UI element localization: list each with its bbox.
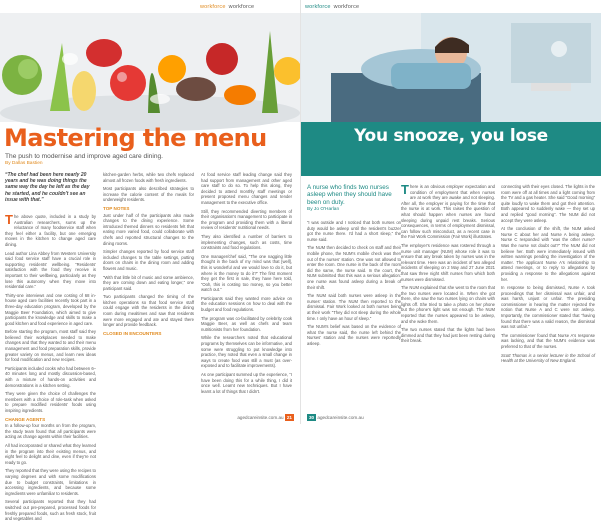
- paragraph: The employer's residence was rostered through a nurse unit manager (NUM) whose role it was to ensure that any break taken by nurses was in the relevant time. Here was an incident of two alleged incidents of sleeping on 2 May and 27 June 2021 that saw three night shift nurses from which both nurses were dismissed.: [401, 242, 495, 282]
- paragraph: The commissioner found that Nurse A's response was lacking, and that the NUM's evidence was preferred to that of the nurses.: [501, 332, 595, 350]
- paragraph: Lead author Lina Abbey from Western University said food service staff have a crucial role in supporting residents' wellbeing. “Residents' satisfaction with the food they receive is important to their wellbeing, particularly as they lose this autonomy when they move into residential care.”: [5, 250, 96, 290]
- paragraph: At the conclusion of the shift, the NUM asked Nurse C about her and Nurse A being asleep. Nurse C responded with “was the other nurse? Was the nurse not doubt out?” The NUM did not believe her. Both were immediately issued with written warnings pending the investigation of the matter. The applicant Nurse A's relationship to attend meetings, or to reply to allegations by providing a response to the allegations against her.: [501, 226, 595, 282]
- title-banner: [301, 122, 601, 176]
- paragraph: The above quote, included in a study by Australian researchers, sums up the reluctance of many foodservice staff when they feel either a facility, but one emerging moves in the kitchen to change aged care dining.: [5, 212, 96, 247]
- dropcap: T: [5, 212, 13, 227]
- page-number: 30: [309, 415, 315, 420]
- byline: By Jo O'Harlan: [307, 207, 340, 212]
- food-illustration: [0, 13, 300, 122]
- running-header: [305, 4, 359, 10]
- byline: By Dallas Bastien: [5, 161, 43, 166]
- intro-quote: “The chef had been here nearly 20 years and he was doing things the same way the day he left as the day he started, and he couldn't see an issue with that.”: [5, 172, 90, 203]
- paragraph: They were given the choice of challenges the members with a choice of role-task when asked to prepare modified residents' foods using inspiring ingredients.: [5, 391, 96, 413]
- paragraph: At food service staff leading change said they had support from management and other aged care staff to do so. To help this along, they decided to attend monthly staff meetings or present proposed menu changes and tender management to the executive office.: [201, 172, 292, 205]
- column-3: [501, 184, 595, 367]
- column-1: [401, 184, 495, 347]
- paragraph: Thirty-one interviews and one costing of 68 in-house aged care facilities recently took part in a three-day education program, developed by the Maggie Beer Foundation, which aimed to give participants the knowledge and skills to make a good kitchen and food experience in aged care.: [5, 292, 96, 326]
- paragraph: One manager/chef said, “The one nagging little thought in the back of my mind was that [well], this is wonderful and we would love to do it, but where is the money to do it?” The first moment they get the first in sale, they have here told, “Ooh, this is costing too money, so you better watch out.”: [201, 253, 292, 293]
- paragraph: Participants said they wanted more advice on the education sessions on how to deal with the budget and food regulations.: [201, 295, 292, 313]
- paragraph: Several participants reported that they had switched out pre-prepared, processed foods for freshly prepared foods, such as fresh stock, fruit and vegetables and: [5, 499, 96, 522]
- paragraph: Two participants changed the timing of the kitchen operations so that food service staff could engage with the residents in the dining room during mealtimes and saw that residents were more engaged and ate and stayed there longer and provide feedback.: [103, 294, 194, 328]
- paragraph: All had incorporated or shared what they learned in the program into their existing menus, and eight feel to delight and dine, even if they're not ready to go.: [5, 442, 96, 465]
- author-bio: Scott Thomas is a senior lecturer in the School of Health at the University of New England.: [501, 352, 595, 364]
- paragraph: In a follow-up four months on from the program, the study team found that all participants were acting as change agents within their facilities.: [5, 423, 96, 440]
- page-folio: [237, 415, 294, 420]
- subheading-change-agents: CHANGE AGENTS: [5, 416, 46, 422]
- section-name: workforce: [228, 4, 255, 10]
- paragraph: The NUM said both nurses were asleep in the nurses' station. The NUM then reported to the dismissal. Fair Work looked at both nurses being at their work “They did not sleep during the whole time. I only have an hour of sleep.”: [307, 293, 401, 321]
- left-page: [0, 0, 300, 522]
- running-header: [200, 4, 254, 10]
- section-tag: workforce: [305, 4, 331, 10]
- column-2: [307, 220, 401, 349]
- section-tag: workforce: [200, 4, 226, 10]
- folio-site: agedcareinsite.com.au: [237, 415, 284, 420]
- page-folio: [307, 415, 364, 420]
- paragraph: Before starting the program, most staff said they believed their workplaces needed to make changes and that they wanted to and their menu management and food preparation skills, provide greater variety on menus, and learn new ideas for food modification and new recipes.: [5, 329, 96, 363]
- paragraph: Still, they recommended diverting members of their organisation's management to participate in the program and providing them with a liberal review of residents' nutritional needs.: [201, 208, 292, 231]
- paragraph: The NUM's belief was based on the evidence of what the nurse said, the nurse left behind the Nurses' station and the nurses were reportedly asleep.: [307, 324, 401, 346]
- paragraph: connecting with their eyes closed. The lights in the room were off at all times and a light coming from the TV and a gas heater. She said “Good morning” quite loudly to wake them and got their attention. Both appeared to suddenly wake — they set up and replied “good morning”. The NUM did not accept they were asleep.: [501, 184, 595, 223]
- page-number: 21: [286, 415, 292, 420]
- section-name: workforce: [333, 4, 360, 10]
- paragraph: The program was co-facilitated by celebrity cook Maggie Beer, as well as chefs and team nutritionists from her foundation.: [201, 315, 292, 332]
- column-3: [201, 172, 292, 397]
- paragraph: As one participant summed up the experience, “I have been doing this for a while thing, I did it once well. Learnt new techniques. But I have learnt a lot of things that I didn't.: [201, 372, 292, 394]
- paragraph: The NUM explained that she went to the room that the two nurses were located in. When she got there, she saw the two nurses lying on chairs with lights off. She tried to take a photo on her phone but the phone's light was not enough. The NUM reported that the nurses appeared to be asleep, and she woke them.: [401, 285, 495, 324]
- article-headline: You snooze, you lose: [354, 126, 548, 146]
- folio-site: agedcareinsite.com.au: [317, 415, 364, 420]
- nurse-photo-image: [301, 13, 601, 122]
- subheading-closed-in: CLOSED IN ENCOUNTERS: [103, 330, 162, 336]
- paragraph: Simpler changes reported by food service staff included changes to the table settings, putting doors on chairs in the dining room and adding flowers and music.: [103, 249, 194, 271]
- paragraph: While the researchers noted that educational programs by themselves can be informative, and some were struggling to put knowledge into practice, they noted that even a small change in ways to create food was still a must (as over-exposed and to facilitate improvements).: [201, 335, 292, 369]
- paragraph: “I was outside and I noticed that both nurses on duty would be asleep until the resident's buzzer got the nurse there. I'd had a short sleep,” the nurse said.: [307, 220, 401, 242]
- paragraph: “With that little bit of music and some ambience, they are coming down and eating longer,” one participant said.: [103, 274, 194, 291]
- subheading-top-notes: TOP NOTES: [103, 205, 130, 211]
- vegetables-image: [0, 13, 300, 122]
- paragraph: kitchen-garden herbs, while two chefs replaced almost all frozen foods with fresh ingredients.: [103, 172, 194, 183]
- paragraph: In response to being dismissed, Nurse A took proceedings that her dismissal was unfair, and was harsh, unjust or unfair. The presiding commissioner in hearing the matter rejected the notion that Nurse A and C were not asleep. Importantly, the commissioner stated that “having found that there was a valid reason, the dismissal was not unfair.”: [501, 285, 595, 330]
- column-1: [5, 214, 96, 525]
- paragraph: Most participants also described strategies to increase the calorie content of the meals for underweight residents.: [103, 186, 194, 203]
- sleeping-nurse-photo: [301, 13, 601, 122]
- paragraph: The two nurses stated that the lights had been dimmed and that they had just been resting during their break.: [401, 327, 495, 344]
- column-2: [103, 172, 194, 337]
- standfirst: A nurse who finds two nurses asleep when they should have been on duty.: [307, 184, 392, 206]
- article-headline: Mastering the menu: [4, 124, 267, 152]
- paragraph: Just under half of the participants also made changes to the dining experience. Some introduced themed dinners so residents felt that eating more varied food, could collaborate with chefs and reported structural changes to the dining rooms.: [103, 212, 194, 246]
- paragraph: They reported that they were using the recipes to varying degrees and with some modifications due to budget constraints, limitations in accessing ingredients, and because some ingredients were unfamiliar to residents.: [5, 468, 97, 496]
- paragraph: Participants included cooks who had between 6–40 minutes long and mostly discussion-based, with a mixture of hands-on activities and demonstrations in a kitchen setting.: [5, 365, 96, 388]
- paragraph: There is an obvious employer expectation and condition of employment that when nurses are at work they are awake and not sleeping. After all, the employer is paying for the time that the nurse is at work. This raises the question of what should happen when nurses are found sleeping during unpaid rest breaks. Serious consequences, in terms of employment dismissal, can follow such misconduct, as a recent case in the Fair Work Commission (Fair Work) illustrates.: [401, 182, 495, 240]
- right-page: [300, 0, 600, 424]
- paragraph: They also identified a number of barriers to implementing changes, such as costs, time constraints and food regulations.: [201, 233, 292, 251]
- dropcap: T: [401, 182, 409, 197]
- paragraph: The NUM then decided to check on staff and their mobile phone, the NUM's mobile check was then out of the nurses' station. One was not allowed to enter the room. One nurse in the back of the room did the same, the nurse said. In the court, the NUM submitted that this was a serious allegation: one nurse was found asleep during a break of their shift.: [307, 245, 401, 290]
- standfirst: The push to modernise and improve aged care dining.: [5, 153, 163, 160]
